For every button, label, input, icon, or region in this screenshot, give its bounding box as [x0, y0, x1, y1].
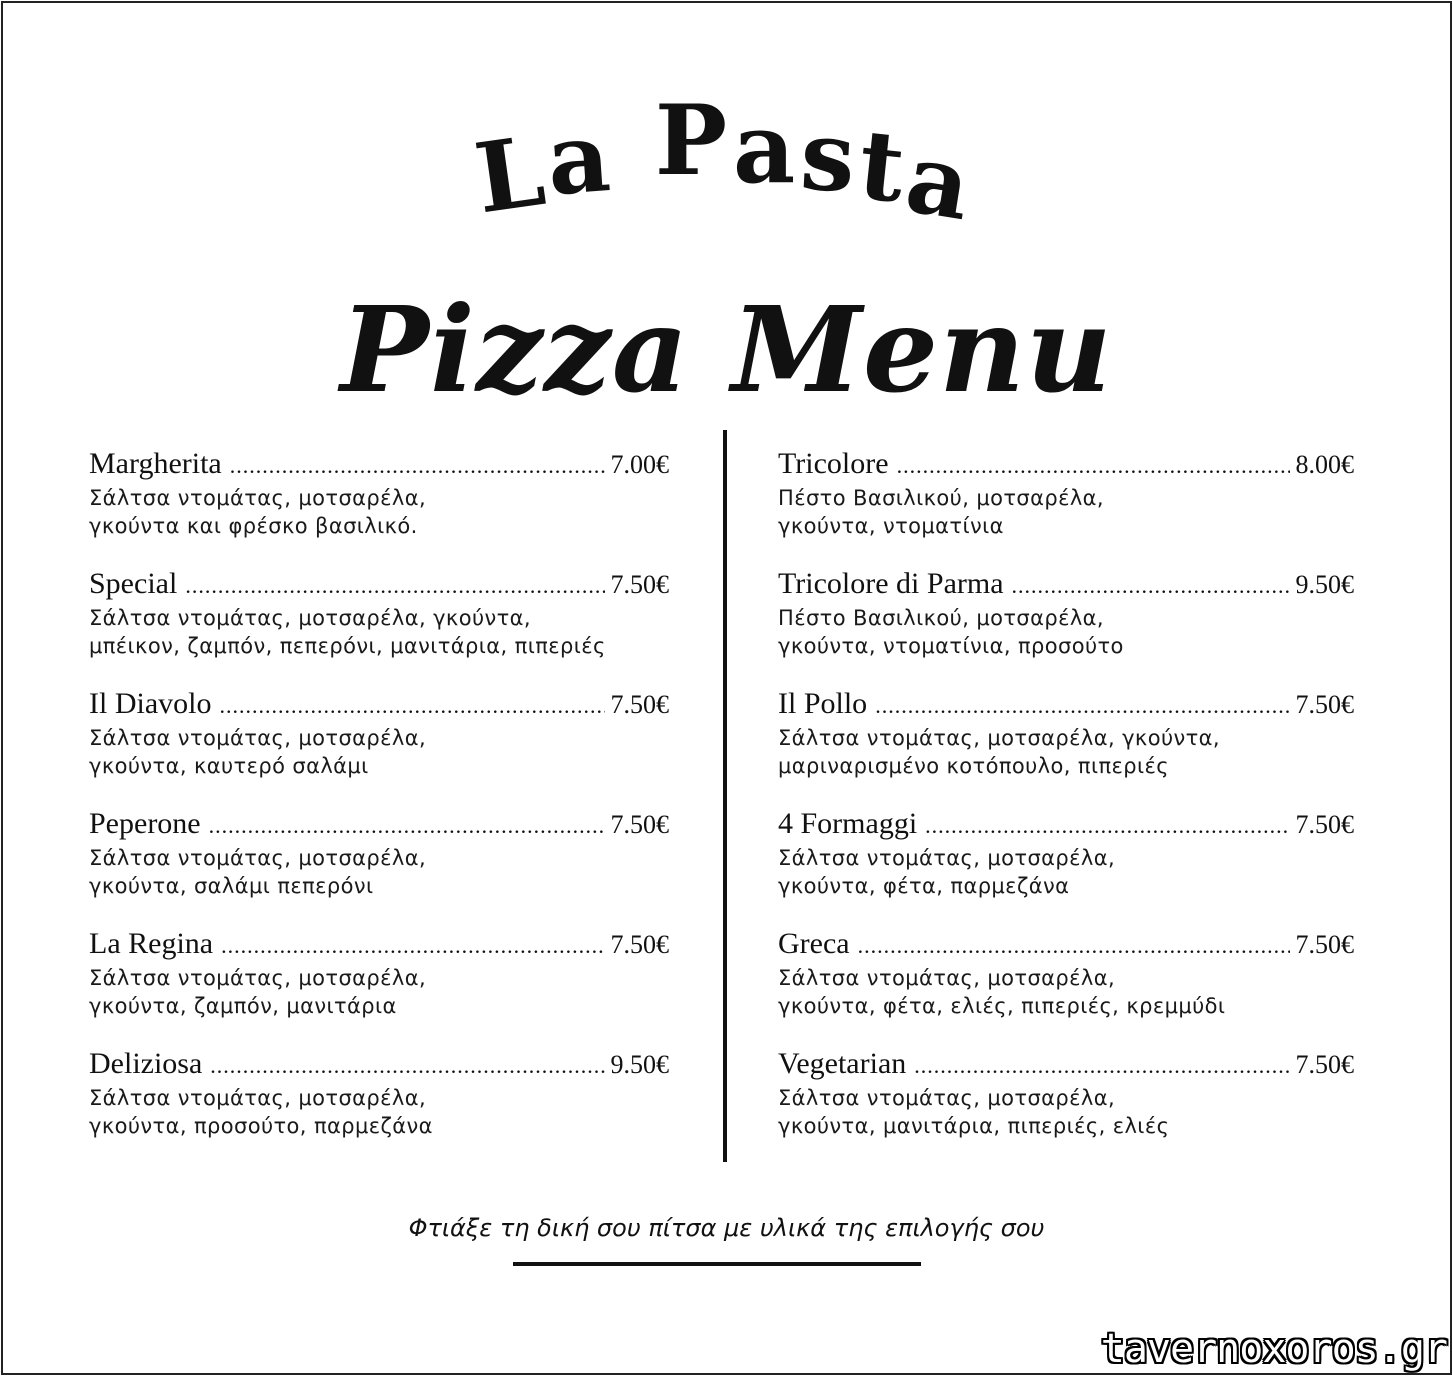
dot-leader [925, 808, 1289, 844]
dot-leader [221, 928, 604, 964]
item-price: 7.50€ [610, 570, 669, 599]
dot-leader [209, 808, 605, 844]
item-description: Σάλτσα ντομάτας, μοτσαρέλα, γκούντα και φρέσκο βασιλικό. [89, 486, 427, 538]
item-price: 9.50€ [610, 1050, 669, 1079]
item-description: Σάλτσα ντομάτας, μοτσαρέλα, γκούντα, φέτα, ελιές, πιπεριές, κρεμμύδι [778, 966, 1226, 1018]
dot-leader [219, 688, 604, 724]
brand-title: La Pasta [468, 84, 984, 244]
menu-item [89, 1046, 669, 1166]
item-name: Il Pollo [778, 687, 868, 720]
item-description: Σάλτσα ντομάτας, μοτσαρέλα, γκούντα, ζαμπόν, μανιτάρια [89, 966, 427, 1018]
item-description: Σάλτσα ντομάτας, μοτσαρέλα, γκούντα, σαλάμι πεπερόνι [89, 846, 427, 898]
item-name: Margherita [89, 447, 222, 480]
item-name: Vegetarian [778, 1047, 907, 1080]
item-price: 7.50€ [1295, 810, 1354, 839]
item-price: 7.50€ [1295, 1050, 1354, 1079]
footer-note: Φτιάξε τη δική σου πίτσα με υλικά της επιλογής σου [408, 1214, 1045, 1242]
item-description: Σάλτσα ντομάτας, μοτσαρέλα, γκούντα, μπέικον, ζαμπόν, πεπερόνι, μανιτάρια, πιπεριές [89, 606, 606, 658]
item-description: Πέστο Βασιλικού, μοτσαρέλα, γκούντα, ντοματίνια [778, 486, 1104, 538]
item-name: Peperone [89, 807, 201, 840]
menu-subtitle: Pizza Menu [340, 280, 1113, 419]
item-price: 7.50€ [1295, 690, 1354, 719]
item-price: 7.50€ [1295, 930, 1354, 959]
menu-item [778, 926, 1354, 1046]
menu-column-right [778, 446, 1354, 1166]
menu-item [89, 566, 669, 686]
item-name: Tricolore [778, 447, 889, 480]
menu-item [778, 806, 1354, 926]
watermark: tavernoxoros.gr [1100, 1326, 1447, 1372]
item-price: 7.50€ [610, 690, 669, 719]
item-description: Σάλτσα ντομάτας, μοτσαρέλα, γκούντα, προσούτο, παρμεζάνα [89, 1086, 433, 1138]
item-price: 7.00€ [610, 450, 669, 479]
item-name: Greca [778, 927, 850, 960]
menu-item [778, 566, 1354, 686]
menu-item [778, 446, 1354, 566]
item-name: La Regina [89, 927, 214, 960]
item-price: 7.50€ [610, 930, 669, 959]
menu-item [89, 926, 669, 1046]
dot-leader [185, 568, 604, 604]
item-description: Σάλτσα ντομάτας, μοτσαρέλα, γκούντα, μανιτάρια, πιπεριές, ελιές [778, 1086, 1170, 1138]
menu-item [778, 1046, 1354, 1166]
item-description: Σάλτσα ντομάτας, μοτσαρέλα, γκούντα, φέτα, παρμεζάνα [778, 846, 1116, 898]
menu-column-left [89, 446, 669, 1166]
item-description: Σάλτσα ντομάτας, μοτσαρέλα, γκούντα, καυτερό σαλάμι [89, 726, 427, 778]
dot-leader [210, 1048, 604, 1084]
menu-item [89, 446, 669, 566]
item-price: 8.00€ [1295, 450, 1354, 479]
item-name: 4 Formaggi [778, 807, 918, 840]
menu-item [778, 686, 1354, 806]
menu-item [89, 806, 669, 926]
dot-leader [1012, 568, 1290, 604]
item-description: Πέστο Βασιλικού, μοτσαρέλα, γκούντα, ντοματίνια, προσούτο [778, 606, 1124, 658]
dot-leader [897, 448, 1290, 484]
item-price: 9.50€ [1295, 570, 1354, 599]
item-name: Deliziosa [89, 1047, 203, 1080]
footer-rule [513, 1262, 921, 1266]
menu-item [89, 686, 669, 806]
column-divider [723, 430, 727, 1162]
dot-leader [858, 928, 1290, 964]
item-description: Σάλτσα ντομάτας, μοτσαρέλα, γκούντα, μαριναρισμένο κοτόπουλο, πιπεριές [778, 726, 1220, 778]
item-name: Special [89, 567, 178, 600]
item-name: Tricolore di Parma [778, 567, 1004, 600]
dot-leader [230, 448, 605, 484]
dot-leader [914, 1048, 1289, 1084]
item-name: Il Diavolo [89, 687, 212, 720]
item-price: 7.50€ [610, 810, 669, 839]
dot-leader [875, 688, 1289, 724]
